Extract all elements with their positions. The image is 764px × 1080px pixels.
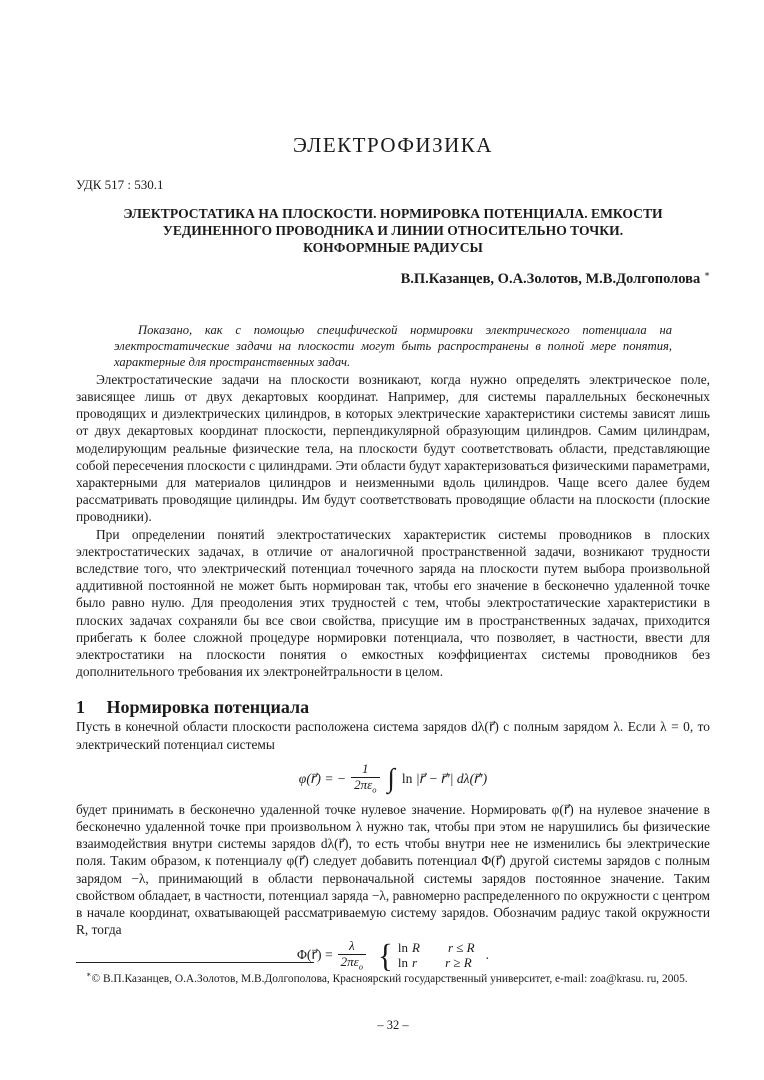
article-title-line-3: КОНФОРМНЫЕ РАДИУСЫ xyxy=(303,240,483,255)
footnote-rule xyxy=(76,962,314,963)
eq1-lhs: φ(r⃗) = − xyxy=(298,770,347,786)
case-row-1 xyxy=(398,940,475,956)
equation-potential-phi xyxy=(76,757,710,801)
case-2-arg: r xyxy=(412,955,418,971)
author-footnote-mark: ∗ xyxy=(703,269,710,279)
body-paragraph-2: При определении понятий электростатических характеристик системы проводников в плоских электростатических задачах, в отличие от аналогичной пространственной задачи, возникают трудности вследствие того, что электрический потенциал точечного заряда на плоскости путем выбора произвольной аддитивной постоянной не может быть нормирован так, чтобы его значение в бесконечно удаленной точке было равно нулю. Для преодоления этих трудностей с тем, чтобы электростатические характеристики в плоских задачах сохраняли бы все свои свойства, присущие им в пространственных задачах, приходится прибегать к более сложной процедуре нормировки потенциала, что позволяет, в частности, ввести для электростатики на плоскости понятия о емкостных коэффициентах системы проводников без дополнительного требования их электронейтральности в целом. xyxy=(76,526,710,680)
equation-period: . xyxy=(485,947,490,963)
journal-rubric: ЭЛЕКТРОФИЗИКА xyxy=(293,133,493,157)
eq2-lhs: Φ(r⃗) = xyxy=(296,947,333,963)
eq1-ln: ln xyxy=(401,770,413,786)
eq1-denominator-sub: o xyxy=(372,784,377,795)
case-1-condition: r ≤ R xyxy=(447,939,475,955)
eq1-rhs: |r⃗ − r⃗′| dλ(r⃗′) xyxy=(415,770,488,786)
eq2-denominator-main: 2πε xyxy=(340,953,359,969)
footnote xyxy=(76,962,710,987)
case-2-condition: r ≥ R xyxy=(445,955,472,971)
eq1-fraction-numerator: 1 xyxy=(362,761,369,777)
body-paragraph-3: Пусть в конечной области плоскости расположена система зарядов dλ(r⃗) с полным зарядом λ. Если λ = 0, то электрический потенциал системы xyxy=(76,719,710,752)
cases-brace: { xyxy=(378,937,393,974)
authors-names: В.П.Казанцев, О.А.Золотов, М.В.Долгополова xyxy=(400,270,701,287)
section-1-heading xyxy=(76,696,710,718)
eq1-denominator-main: 2πε xyxy=(354,777,373,793)
article-title-line-2: УЕДИНЕННОГО ПРОВОДНИКА И ЛИНИИ ОТНОСИТЕЛЬНО ТОЧКИ. xyxy=(162,223,624,238)
case-1-arg: R xyxy=(412,939,420,955)
eq2-fraction-numerator: λ xyxy=(349,937,355,953)
footnote-mark: ∗ xyxy=(86,970,92,979)
section-number: 1 xyxy=(76,697,85,718)
authors-line xyxy=(76,265,710,288)
article-title xyxy=(76,205,710,256)
case-2-ln: ln xyxy=(397,955,409,971)
integral-sign: ∫ xyxy=(387,763,395,794)
eq1-fraction-denominator xyxy=(351,777,379,795)
abstract-text: Показано, как с помощью специфической нормировки электрического потенциала на электростатические задачи на плоскости могут быть распространены в полной мере понятия, характерные для пространственных задач. xyxy=(114,322,672,370)
case-1-ln: ln xyxy=(397,939,409,955)
footnote-text xyxy=(76,968,710,987)
body-paragraph-4: будет принимать в бесконечно удаленной точке нулевое значение. Нормировать φ(r⃗) на нулевое значение в бесконечно удаленной точке при произвольном λ нужно так, чтобы при этом не нарушились бы физические взаимодействия внутри системы зарядов dλ(r⃗), то есть чтобы внутри нее не изменились бы электрические поля. Таким образом, к потенциалу φ(r⃗) следует добавить потенциал Φ(r⃗) другой системы зарядов с полным зарядом −λ, принимающий в области первоначальной системы зарядов постоянное значение. Таким свойством обладает, в частности, потенциал заряда −λ, равномерно распределенного по окружности с центром в начале координат, охватывающей рассматриваемую систему зарядов. Обозначим радиус такой окружности R, тогда xyxy=(76,801,710,938)
article-title-line-1: ЭЛЕКТРОСТАТИКА НА ПЛОСКОСТИ. НОРМИРОВКА ПОТЕНЦИАЛА. ЕМКОСТИ xyxy=(123,206,663,221)
eq1-fraction xyxy=(351,762,379,795)
section-title: Нормировка потенциала xyxy=(106,697,310,718)
eq2-denominator-sub: o xyxy=(358,961,364,972)
udk-code: УДК 517 : 530.1 xyxy=(76,177,164,192)
body-paragraph-1: Электростатические задачи на плоскости возникают, когда нужно определять электрическое поле, зависящее лишь от двух декартовых координат. Например, для системы параллельных бесконечных проводящих и диэлектрических цилиндров, в которых электрические характеристики системы зависят лишь от двух декартовых координат плоскости, перпендикулярной образующим цилиндров. Самим цилиндрам, моделирующим реальные физические тела, на плоскости будут соответствовать области, представляющие собой пересечения плоскости с цилиндрами. Эти области будут характеризоваться физическими параметрами, характерными для материалов цилиндров и неизменными вдоль цилиндров. Чаще всего далее будем рассматривать проводящие цилиндры. Им будут соответствовать проводящие области на плоскости (плоские проводники). xyxy=(76,371,710,525)
footnote-body: © В.П.Казанцев, О.А.Золотов, М.В.Долгополова, Красноярский государственный университет, e-mail: zoa@krasu. ru, 2005. xyxy=(91,972,688,985)
page-number: – 32 – xyxy=(377,1018,409,1032)
